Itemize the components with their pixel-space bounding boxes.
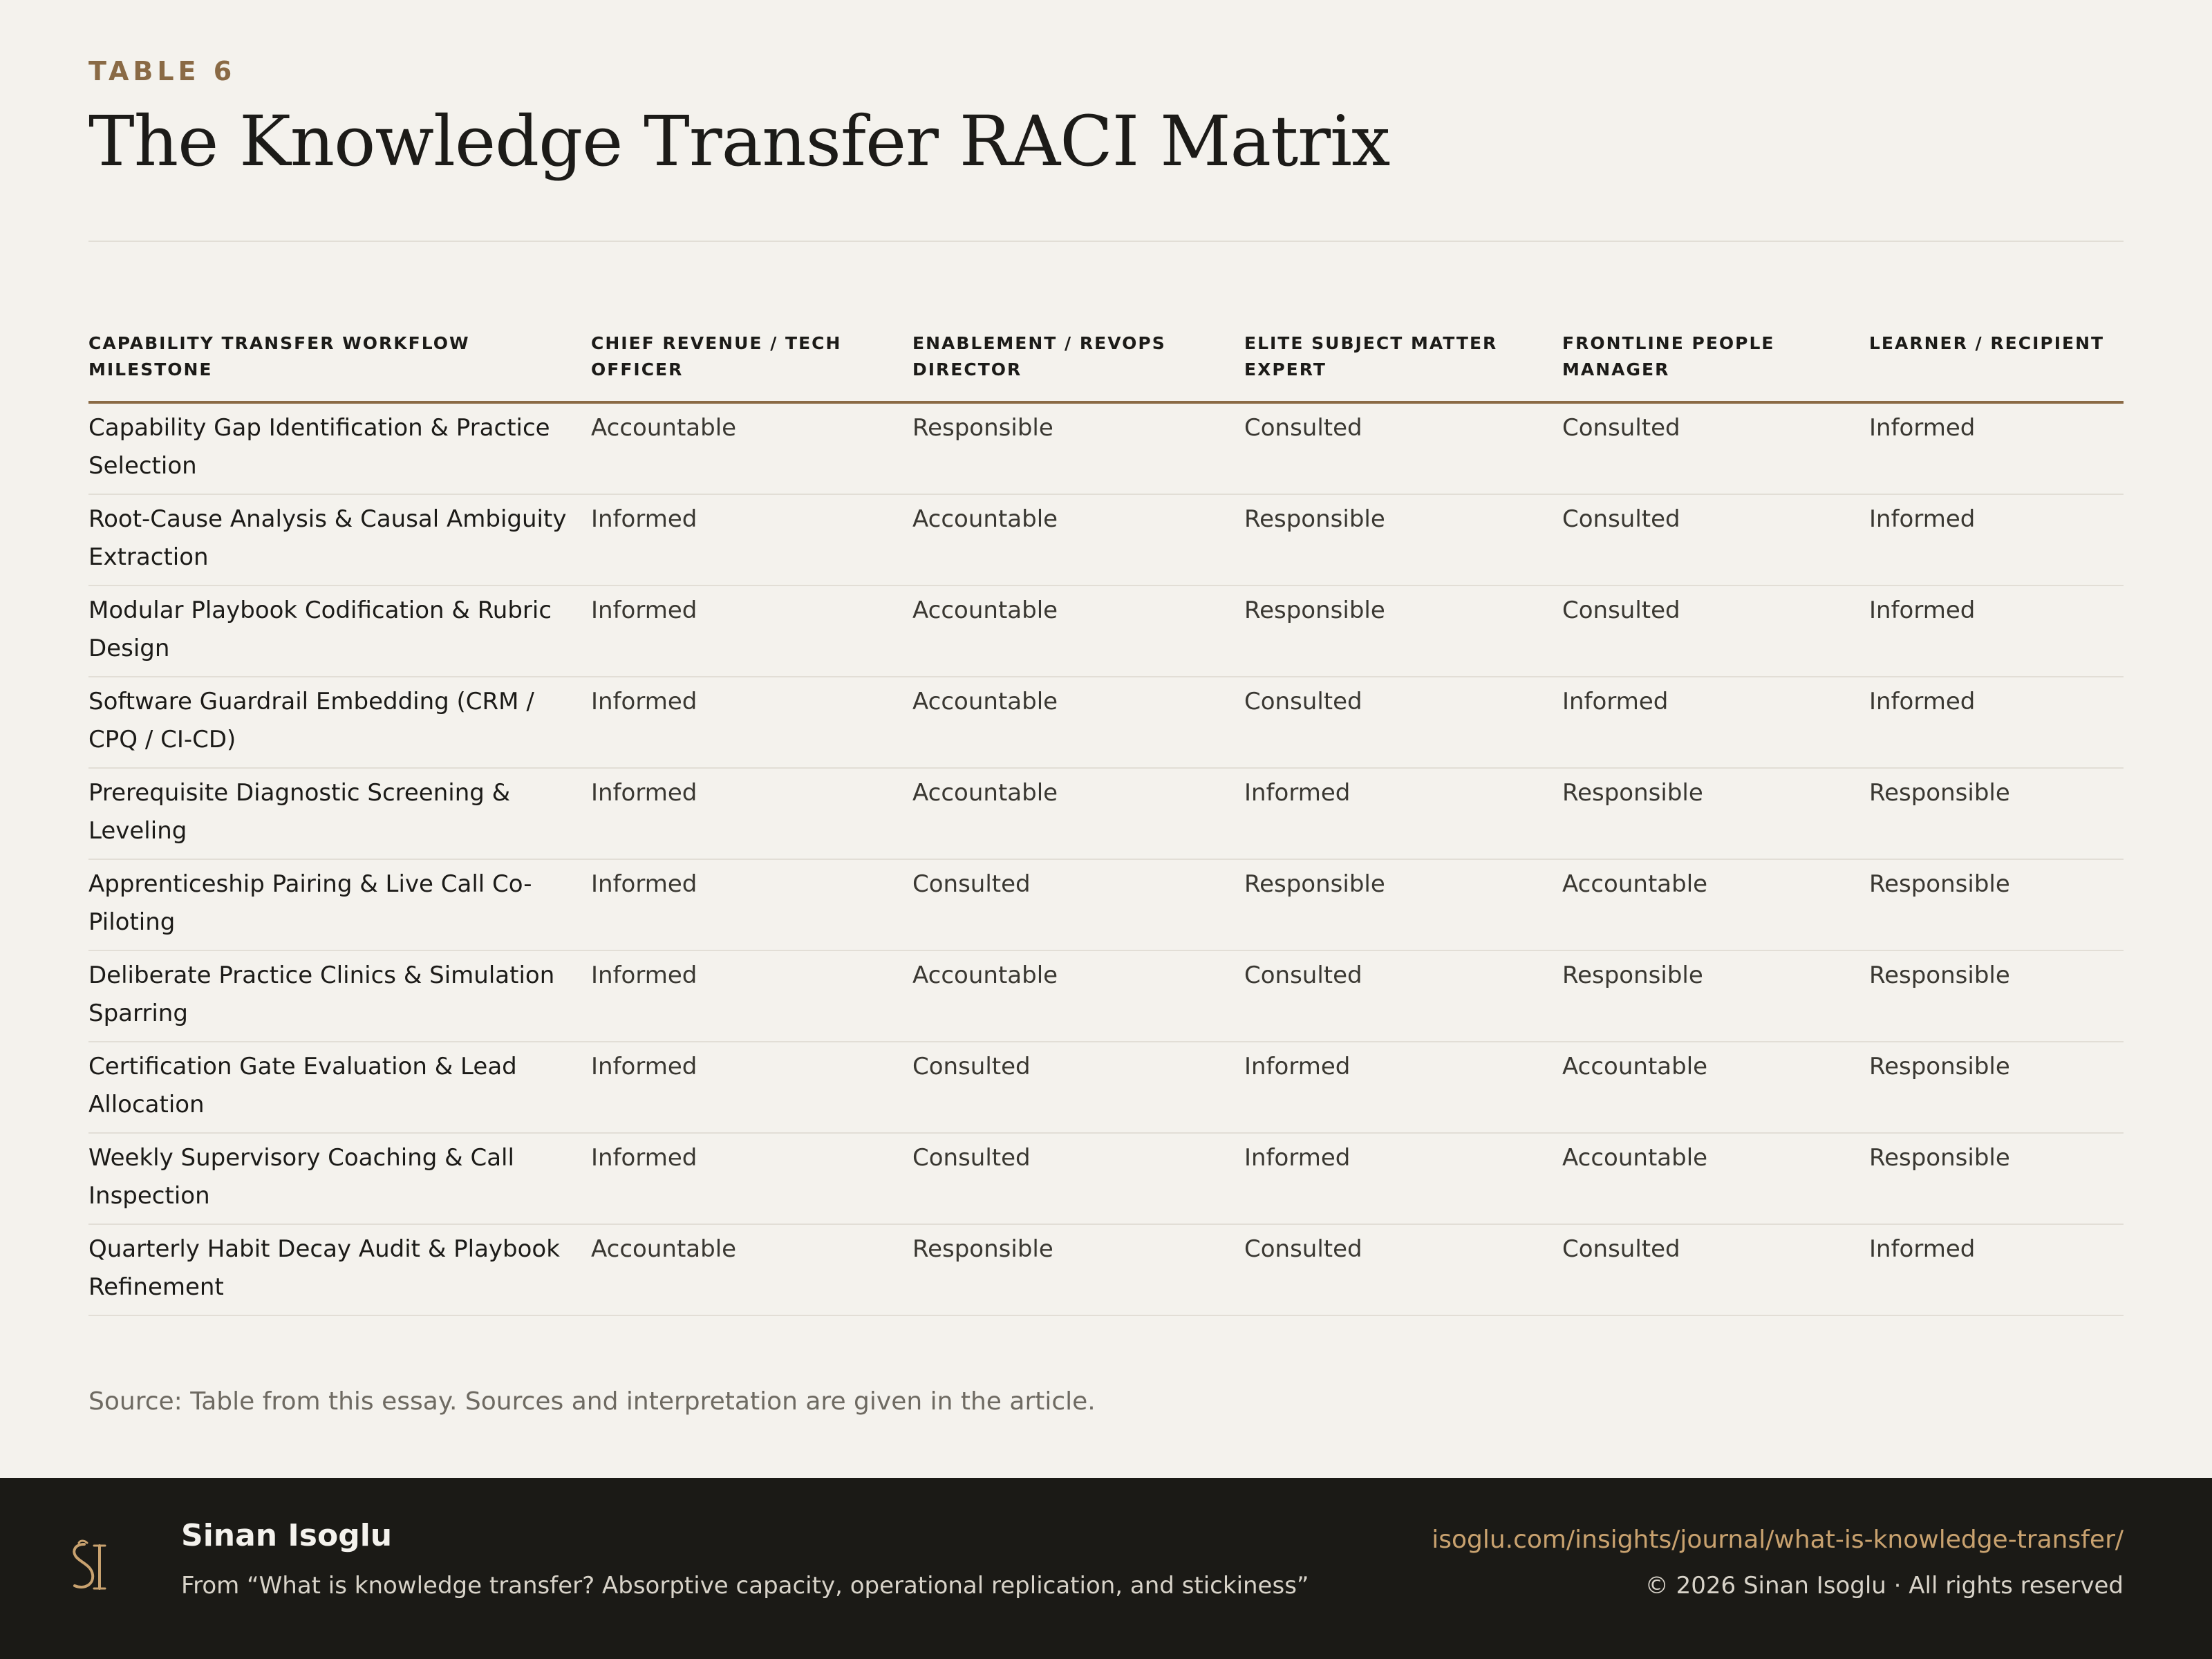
raci-cell: Consulted [912,859,1244,950]
milestone-cell: Apprenticeship Pairing & Live Call Co-Piloting [88,859,591,950]
raci-cell: Consulted [912,1042,1244,1133]
raci-cell: Accountable [912,585,1244,677]
table-row [88,494,2124,585]
raci-cell: Informed [591,768,912,859]
raci-cell: Informed [1869,677,2124,768]
raci-cell: Consulted [1562,1224,1869,1315]
raci-cell: Informed [1562,677,1869,768]
column-header-chief-officer: CHIEF REVENUE / TECH OFFICER [591,330,912,402]
raci-cell: Accountable [912,494,1244,585]
raci-cell: Consulted [1562,494,1869,585]
raci-cell: Responsible [1244,859,1562,950]
raci-cell: Informed [1869,585,2124,677]
raci-cell: Informed [591,585,912,677]
raci-cell: Responsible [912,1224,1244,1315]
raci-cell: Consulted [1244,950,1562,1042]
essay-reference: From “What is knowledge transfer? Absorptive capacity, operational replication, and stickiness” [181,1572,1309,1600]
table-row [88,1042,2124,1133]
monogram-logo-icon [64,1536,116,1597]
milestone-cell: Certification Gate Evaluation & Lead Allocation [88,1042,591,1133]
raci-cell: Responsible [1869,1133,2124,1224]
raci-cell: Informed [1869,494,2124,585]
divider [88,241,2124,242]
table-row [88,1224,2124,1315]
source-note: Source: Table from this essay. Sources and interpretation are given in the article. [88,1387,1096,1416]
raci-cell: Accountable [1562,1133,1869,1224]
raci-cell: Accountable [912,768,1244,859]
footer [0,1478,2212,1659]
table-row [88,677,2124,768]
raci-cell: Accountable [912,677,1244,768]
milestone-cell: Modular Playbook Codification & Rubric Design [88,585,591,677]
milestone-cell: Deliberate Practice Clinics & Simulation Sparring [88,950,591,1042]
table-row [88,402,2124,494]
raci-cell: Responsible [1562,950,1869,1042]
raci-cell: Responsible [1869,1042,2124,1133]
column-header-frontline-manager: FRONTLINE PEOPLE MANAGER [1562,330,1869,402]
column-header-milestone: CAPABILITY TRANSFER WORKFLOW MILESTONE [88,330,591,402]
raci-cell: Accountable [1562,859,1869,950]
milestone-cell: Quarterly Habit Decay Audit & Playbook Refinement [88,1224,591,1315]
raci-cell: Informed [591,1042,912,1133]
raci-cell: Consulted [1244,1224,1562,1315]
raci-cell: Consulted [1244,677,1562,768]
table-row [88,950,2124,1042]
raci-cell: Informed [591,950,912,1042]
column-header-enablement-director: ENABLEMENT / REVOPS DIRECTOR [912,330,1244,402]
raci-cell: Informed [591,677,912,768]
raci-cell: Informed [591,1133,912,1224]
article-url-link[interactable]: isoglu.com/insights/journal/what-is-knowledge-transfer/ [1432,1526,2124,1554]
raci-cell: Accountable [1562,1042,1869,1133]
table-number: TABLE 6 [88,56,236,86]
raci-cell: Responsible [1869,950,2124,1042]
raci-cell: Responsible [1869,859,2124,950]
raci-cell: Consulted [1244,402,1562,494]
raci-cell: Informed [1244,1042,1562,1133]
raci-cell: Consulted [1562,402,1869,494]
milestone-cell: Weekly Supervisory Coaching & Call Inspection [88,1133,591,1224]
table-row [88,859,2124,950]
raci-cell: Informed [1869,1224,2124,1315]
milestone-cell: Prerequisite Diagnostic Screening & Leveling [88,768,591,859]
raci-cell: Informed [1244,768,1562,859]
raci-table [88,330,2124,1316]
raci-cell: Accountable [591,402,912,494]
copyright-notice: © 2026 Sinan Isoglu · All rights reserved [1644,1572,2124,1600]
table-row [88,585,2124,677]
raci-cell: Responsible [1562,768,1869,859]
raci-cell: Consulted [1562,585,1869,677]
raci-cell: Responsible [1244,494,1562,585]
raci-cell: Responsible [1244,585,1562,677]
raci-cell: Responsible [1869,768,2124,859]
page-title: The Knowledge Transfer RACI Matrix [88,101,1390,182]
column-header-subject-matter-expert: ELITE SUBJECT MATTER EXPERT [1244,330,1562,402]
raci-cell: Informed [591,859,912,950]
column-header-learner: LEARNER / RECIPIENT [1869,330,2124,402]
table-row [88,1133,2124,1224]
milestone-cell: Root-Cause Analysis & Causal Ambiguity Extraction [88,494,591,585]
raci-cell: Informed [1244,1133,1562,1224]
raci-cell: Accountable [912,950,1244,1042]
milestone-cell: Capability Gap Identification & Practice Selection [88,402,591,494]
raci-cell: Informed [1869,402,2124,494]
raci-cell: Consulted [912,1133,1244,1224]
raci-cell: Accountable [591,1224,912,1315]
milestone-cell: Software Guardrail Embedding (CRM / CPQ / CI-CD) [88,677,591,768]
author-name: Sinan Isoglu [181,1518,393,1553]
table-header-row [88,330,2124,402]
table-row [88,768,2124,859]
raci-cell: Responsible [912,402,1244,494]
raci-cell: Informed [591,494,912,585]
